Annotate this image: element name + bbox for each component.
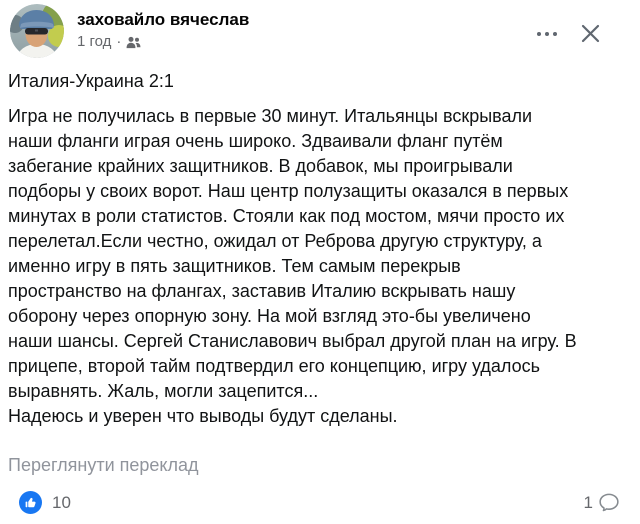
post-header <box>0 0 640 58</box>
avatar[interactable] <box>10 4 64 58</box>
post-text-line: подборы у своих ворот. Наш центр полузащиты оказался в первых <box>8 181 569 201</box>
post-text-line: именно игру в пять защитников. Тем самым перекрыв <box>8 256 461 276</box>
post-text-line: оборону через опорную зону. На мой взгляд это-бы увеличено <box>8 306 531 326</box>
post-text-line: пространство на флангах, заставив Италию вскрывать нашу <box>8 281 516 301</box>
post-text-line: выравнять. Жаль, могли зацепится... <box>8 381 319 401</box>
more-options-icon[interactable] <box>535 28 559 40</box>
author-name[interactable]: заховайло вячеслав <box>77 10 250 29</box>
post-text-line: прицепе, второй тайм подтвердил его концепцию, игру удалось <box>8 356 541 376</box>
post-text-line: наши фланги играя очень широко. Здваивали фланг путём <box>8 131 503 151</box>
avatar-image <box>10 4 64 58</box>
post-text-line: перелетал.Если честно, ожидал от Реброва другую структуру, а <box>8 231 542 251</box>
post-text-line: забегание крайних защитников. В добавок, мы проигрывали <box>8 156 513 176</box>
friends-icon <box>126 36 141 49</box>
header-text <box>77 4 249 51</box>
header-actions <box>535 4 604 47</box>
post-title: Италия-Украина 2:1 <box>8 71 174 91</box>
speech-bubble-icon <box>598 492 620 513</box>
comments-summary[interactable] <box>584 492 620 513</box>
meta-separator: · <box>116 33 122 50</box>
reactions-summary[interactable] <box>19 491 71 514</box>
post-text-line: Надеюсь и уверен что выводы будут сделаны. <box>8 406 398 426</box>
comment-count: 1 <box>583 492 593 512</box>
close-icon[interactable] <box>577 20 604 47</box>
post-text-line: Игра не получилась в первые 30 минут. Итальянцы вскрывали <box>8 106 533 126</box>
like-count: 10 <box>52 492 71 512</box>
post-text-line: наши шансы. Сергей Станиславович выбрал другой план на игру. В <box>8 331 577 351</box>
post-text-line: минутах в роли статистов. Стояли как под мостом, мячи просто их <box>8 206 565 226</box>
thumbs-up-icon <box>19 491 42 514</box>
timestamp[interactable]: 1 год <box>77 33 112 50</box>
translate-link[interactable]: Переглянути переклад <box>8 455 199 475</box>
post-meta <box>77 33 249 51</box>
post-body <box>0 58 640 429</box>
post-footer <box>0 491 640 514</box>
